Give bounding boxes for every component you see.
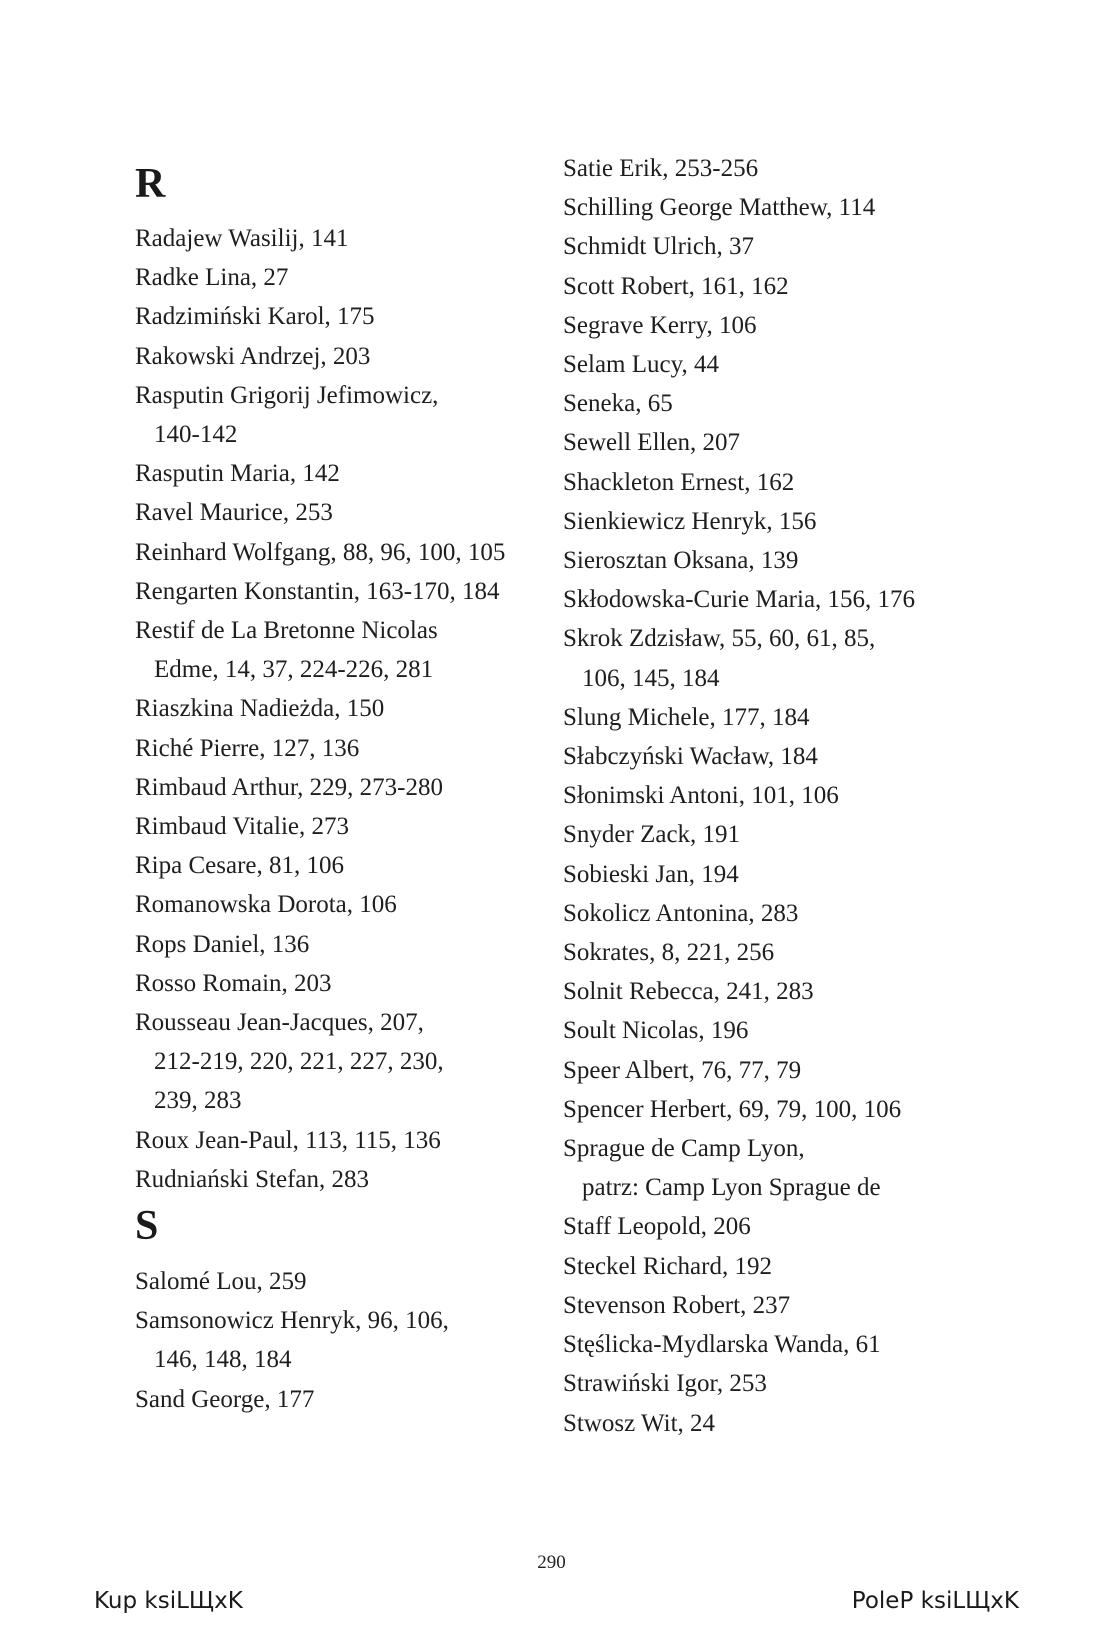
index-entry: Słabczyński Wacław, 184 xyxy=(563,743,818,771)
index-entry-continuation: 146, 148, 184 xyxy=(154,1346,292,1374)
index-entry: Romanowska Dorota, 106 xyxy=(135,891,397,919)
index-entry: Rimbaud Arthur, 229, 273-280 xyxy=(135,773,444,801)
index-entry: Rousseau Jean-Jacques, 207, xyxy=(135,1009,424,1037)
index-entry: Selam Lucy, 44 xyxy=(563,351,719,379)
index-entry: Soult Nicolas, 196 xyxy=(563,1017,749,1045)
index-entry: Stevenson Robert, 237 xyxy=(563,1291,791,1319)
index-entry: Salomé Lou, 259 xyxy=(135,1268,307,1295)
index-entry: Shackleton Ernest, 162 xyxy=(563,468,795,496)
buy-book-link[interactable]: Kup ksiLЩxK xyxy=(94,1588,243,1614)
index-entry: Stęślicka-Mydlarska Wanda, 61 xyxy=(563,1331,881,1359)
page-number: 290 xyxy=(537,1552,566,1573)
index-entry: Ravel Maurice, 253 xyxy=(135,499,333,527)
index-entry: Segrave Kerry, 106 xyxy=(563,311,757,339)
index-entry: Stwosz Wit, 24 xyxy=(563,1409,716,1437)
index-entry: Rasputin Maria, 142 xyxy=(135,460,340,488)
index-entry: Sand George, 177 xyxy=(135,1385,315,1413)
index-entry: Riaszkina Nadieżda, 150 xyxy=(135,695,385,723)
index-entry-continuation: Edme, 14, 37, 224-226, 281 xyxy=(154,656,434,684)
index-list-r xyxy=(135,219,505,1199)
index-list-s-continued xyxy=(563,149,915,1443)
index-entry: Sewell Ellen, 207 xyxy=(563,429,741,457)
index-entry: Skrok Zdzisław, 55, 60, 61, 85, xyxy=(563,625,876,653)
index-entry: Sobieski Jan, 194 xyxy=(563,860,739,888)
section-letter-r: R xyxy=(135,161,166,207)
index-entry-continuation: 212-219, 220, 221, 227, 230, xyxy=(154,1048,444,1076)
index-entry: Sprague de Camp Lyon, xyxy=(563,1135,805,1163)
index-entry: Rops Daniel, 136 xyxy=(135,930,310,958)
index-entry-continuation: 106, 145, 184 xyxy=(582,664,720,692)
index-entry: Rengarten Konstantin, 163-170, 184 xyxy=(135,577,500,605)
index-entry: Seneka, 65 xyxy=(563,390,673,418)
index-entry: Rakowski Andrzej, 203 xyxy=(135,342,371,370)
index-entry: Schilling George Matthew, 114 xyxy=(563,194,876,222)
index-entry: Rudniański Stefan, 283 xyxy=(135,1165,370,1193)
index-entry: Radke Lina, 27 xyxy=(135,264,289,292)
index-entry: Solnit Rebecca, 241, 283 xyxy=(563,978,814,1006)
index-entry-continuation: 140-142 xyxy=(154,421,238,449)
index-entry: Restif de La Bretonne Nicolas xyxy=(135,617,438,645)
index-entry: Sokolicz Antonina, 283 xyxy=(563,899,799,927)
index-entry: Reinhard Wolfgang, 88, 96, 100, 105 xyxy=(135,538,506,566)
index-list-s xyxy=(135,1262,449,1419)
index-entry: Rosso Romain, 203 xyxy=(135,969,332,997)
index-entry: Scott Robert, 161, 162 xyxy=(563,272,789,300)
index-entry-continuation: patrz: Camp Lyon Sprague de xyxy=(582,1174,881,1202)
index-entry: Rasputin Grigorij Jefimowicz, xyxy=(135,381,439,409)
index-entry: Radzimiński Karol, 175 xyxy=(135,303,375,331)
index-entry: Spencer Herbert, 69, 79, 100, 106 xyxy=(563,1095,902,1123)
index-entry: Slung Michele, 177, 184 xyxy=(563,703,810,731)
index-entry-continuation: 239, 283 xyxy=(154,1087,242,1115)
index-entry: Strawiński Igor, 253 xyxy=(563,1370,767,1398)
index-entry: Ripa Cesare, 81, 106 xyxy=(135,852,344,880)
index-entry: Słonimski Antoni, 101, 106 xyxy=(563,782,839,810)
index-entry: Riché Pierre, 127, 136 xyxy=(135,734,360,762)
index-entry: Staff Leopold, 206 xyxy=(563,1213,751,1241)
index-entry: Sienkiewicz Henryk, 156 xyxy=(563,507,817,535)
index-entry: Rimbaud Vitalie, 273 xyxy=(135,813,349,841)
index-entry: Sierosztan Oksana, 139 xyxy=(563,547,799,575)
index-entry: Roux Jean-Paul, 113, 115, 136 xyxy=(135,1126,441,1154)
index-entry: Steckel Richard, 192 xyxy=(563,1252,772,1280)
index-entry: Speer Albert, 76, 77, 79 xyxy=(563,1056,802,1084)
index-entry: Satie Erik, 253-256 xyxy=(563,155,759,182)
index-entry: Skłodowska-Curie Maria, 156, 176 xyxy=(563,586,916,614)
recommend-book-link[interactable]: PoleP ksiLЩxK xyxy=(851,1588,1019,1614)
index-entry: Samsonowicz Henryk, 96, 106, xyxy=(135,1307,449,1335)
index-entry: Snyder Zack, 191 xyxy=(563,821,741,849)
index-entry: Radajew Wasilij, 141 xyxy=(135,225,349,252)
index-entry: Sokrates, 8, 221, 256 xyxy=(563,939,775,967)
index-entry: Schmidt Ulrich, 37 xyxy=(563,233,754,261)
section-letter-s: S xyxy=(135,1203,159,1249)
